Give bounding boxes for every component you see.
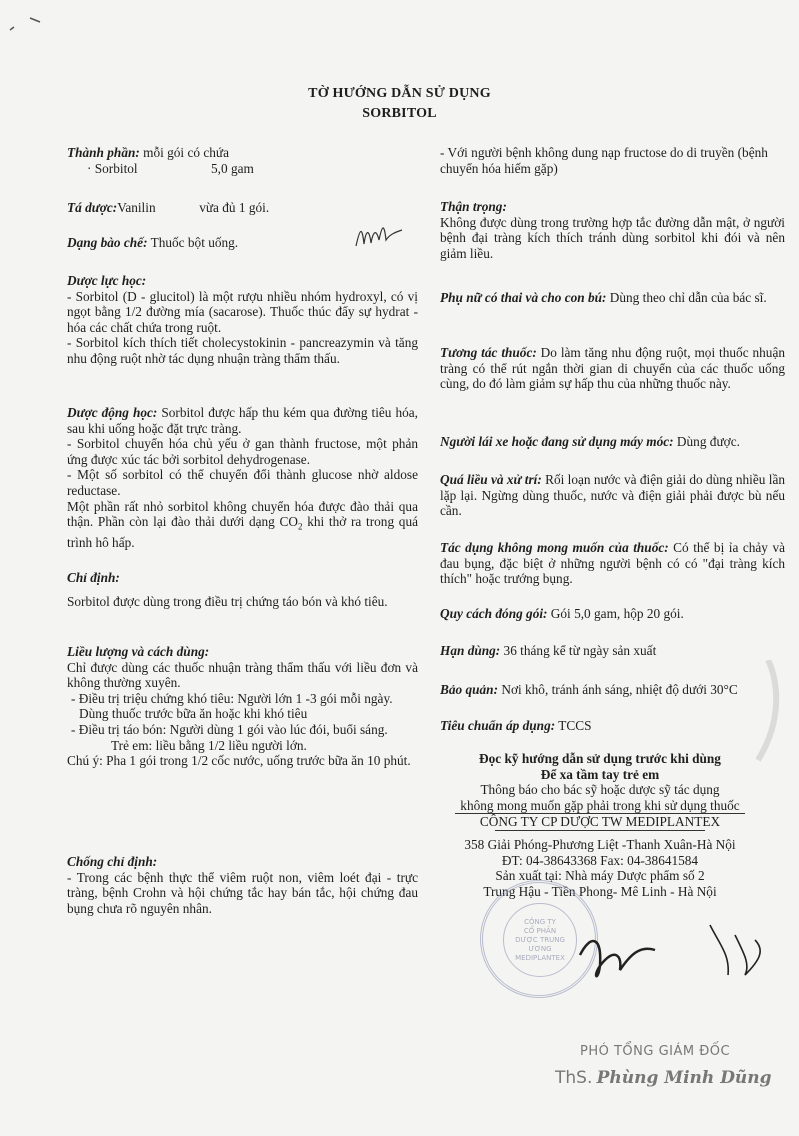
co2-subscript: 2 [298,521,303,532]
signature-icon [560,915,770,995]
section-ta-duoc [67,200,418,216]
tdkm-text: Có thể bị ỉa chảy và đau bụng, đặc biệt ở những người bệnh có có "đại tràng kích thích" hoặc trướng bụng. [440,540,785,587]
than-trong-label: Thận trọng: [440,199,507,214]
section-duoc-luc-hoc [67,273,418,367]
duoc-dong-hoc-first: Sorbitol được hấp thu kém qua đường tiêu hóa, sau khi uống hoặc đặt trực tràng. [67,405,418,436]
ta-duoc-name: Vanilin [117,200,156,215]
lai-xe-text: Dùng được. [673,434,740,449]
duoc-luc-hoc-line: - Sorbitol (D - glucitol) là một rượu nhiều nhóm hydroxyl, có vị ngọt bằng 1/2 đường mía (sacarose). Thuốc thúc đẩy sự hydrat - hóa các chất chứa trong ruột. [67,288,418,335]
section-chi-dinh [67,570,418,609]
chong-chi-dinh-label: Chống chỉ định: [67,854,158,869]
section-phu-nu [440,290,785,306]
factory-line-2: Trung Hậu - Tiền Phong- Mê Linh - Hà Nội [483,883,717,899]
section-chong-chi-dinh [67,854,418,916]
tieu-chuan-text: TCCS [555,718,592,733]
tuong-tac-label: Tương tác thuốc: [440,345,537,360]
duoc-luc-hoc-line: - Sorbitol kích thích tiết cholecystokinin - pancreazymin và tăng nhu động ruột nhờ tác dụng nhuận tràng thẩm thấu. [67,335,418,366]
lieu-luong-label: Liều lượng và cách dùng: [67,644,210,659]
company-name: CÔNG TY CP DƯỢC TW MEDIPLANTEX [479,814,721,830]
section-tuong-tac [440,345,785,392]
lieu-luong-chu-y: Chú ý: Pha 1 gói trong 1/2 cốc nước, uống trước bữa ăn 10 phút. [67,753,411,769]
duoc-dong-hoc-label: Dược động học: [67,405,158,420]
company-address: 358 Giải Phóng-Phương Liệt -Thanh Xuân-Hà Nội [464,836,736,852]
lieu-luong-tao-bon: - Điều trị táo bón: Người dùng 1 gói vào lúc đói, buổi sáng. [71,721,388,737]
lieu-luong-kho-tieu: - Điều trị triệu chứng khó tiêu: Người lớn 1 -3 gói mỗi ngày. [71,690,393,706]
section-fructose [440,145,785,176]
bao-quan-label: Bảo quản: [440,682,499,697]
signer-prefix: ThS. [555,1068,593,1088]
signer-title: PHÓ TỔNG GIÁM ĐỐC [580,1044,731,1059]
duoc-dong-hoc-line: - Một số sorbitol có thể chuyển đổi thành glucose nhờ aldose reductase. [67,467,418,498]
lai-xe-label: Người lái xe hoặc đang sử dụng máy móc: [440,434,674,449]
stamp-line: DƯỢC TRUNG ƯƠNG [515,935,565,953]
phu-nu-label: Phụ nữ có thai và cho con bú: [440,290,607,305]
qua-lieu-text: Rối loạn nước và điện giải do dùng nhiều lần lặp lại. Ngừng dùng thuốc, nước và điện giải phải được bù nếu cần. [440,472,785,519]
quy-cach-text: Gói 5,0 gam, hộp 20 gói. [547,606,684,621]
fructose-text: - Với người bệnh không dung nạp fructose do di truyền (bệnh chuyển hóa hiếm gặp) [440,145,768,176]
chong-chi-dinh-text: - Trong các bệnh thực thể viêm ruột non, viêm loét đại - trực tràng, bệnh Crohn và hội chứng tắc hay bán tắc, hội chứng đau bụng chưa rõ nguyên nhân. [67,869,418,916]
than-trong-text: Không được dùng trong trường hợp tắc đường dẫn mật, ở người bệnh đại tràng kích thích tránh dùng sorbitol khi đói và nên giảm liều. [440,214,785,261]
warning-read-instructions: Đọc kỹ hướng dẫn sử dụng trước khi dùng [479,751,721,766]
section-lai-xe [440,434,785,450]
qua-lieu-label: Quá liều và xử trí: [440,472,542,487]
signer-name: Phùng Minh Dũng [596,1068,772,1088]
factory-line-1: Sản xuất tại: Nhà máy Dược phẩm số 2 [495,868,705,884]
lieu-luong-tre-em: Trẻ em: liều bằng 1/2 liều người lớn. [111,737,307,753]
quy-cach-label: Quy cách đóng gói: [440,606,548,621]
stamp-line: MEDIPLANTEX [515,953,565,962]
bao-quan-text: Nơi khô, tránh ánh sáng, nhiệt độ dưới 30°C [498,682,738,697]
section-lieu-luong [67,644,418,769]
section-qua-lieu [440,472,785,519]
signer-line [555,1068,772,1088]
product-name: SORBITOL [362,106,437,121]
company-phone: ĐT: 04-38643368 Fax: 04-38641584 [501,852,699,868]
ta-duoc-label: Tá dược: [67,200,118,215]
warning-keep-from-children: Để xa tầm tay trẻ em [540,766,660,782]
section-duoc-dong-hoc [67,405,418,551]
stamp-line: CỔ PHẦN [523,926,557,935]
duoc-dong-hoc-last-b: khi thở ra trong quá trình hô hấp. [67,514,418,551]
stamp-line: CÔNG TY [524,917,556,926]
document-title: TỜ HƯỚNG DẪN SỬ DỤNG [308,86,491,101]
section-dang-bao-che [67,235,418,251]
thanh-phan-text: mỗi gói có chứa [139,145,229,160]
footer-block [420,751,780,899]
tuong-tac-text: Do làm tăng nhu động ruột, mọi thuốc nhuận tràng có thể rút ngắn thời gian di chuyển của các thuốc uống cùng, do đó làm giảm sự hấp thu của những thuốc này. [440,345,785,392]
tieu-chuan-label: Tiêu chuẩn áp dụng: [440,718,556,733]
han-dung-text: 36 tháng kể từ ngày sản xuất [500,643,657,658]
notify-line-2: không mong muốn gặp phải trong khi sử dụng thuốc [460,797,740,813]
section-han-dung [440,643,785,659]
sorbitol-name: · Sorbitol [87,160,138,176]
dang-bao-che-text: Thuốc bột uống. [147,235,239,250]
notify-line-1: Thông báo cho bác sỹ hoặc dược sỹ tác dụng [480,782,720,798]
ta-duoc-amount: vừa đủ 1 gói. [199,200,270,215]
section-thanh-phan [67,145,418,176]
duoc-luc-hoc-label: Dược lực học: [67,273,147,288]
sorbitol-amount: 5,0 gam [211,160,254,176]
phu-nu-text: Dùng theo chỉ dẫn của bác sĩ. [606,290,767,305]
scan-mark-icon [0,0,60,50]
section-tac-dung-khong-mong-muon [440,540,785,587]
thanh-phan-label: Thành phần: [67,145,140,160]
chi-dinh-label: Chỉ định: [67,570,120,585]
duoc-dong-hoc-last-a: Một phần rất nhỏ sorbitol không chuyển hóa được đào thải qua thận. Phần còn lại đào thải dưới dạng CO [67,498,418,530]
lieu-luong-dung: Dùng thuốc trước bữa ăn hoặc khi khó tiêu [79,706,308,722]
section-than-trong [440,199,785,261]
dang-bao-che-label: Dạng bào chế: [67,235,148,250]
lieu-luong-intro: Chỉ được dùng các thuốc nhuận tràng thẩm thấu với liều đơn và không thường xuyên. [67,659,418,691]
tdkm-label: Tác dụng không mong muốn của thuốc: [440,540,669,555]
han-dung-label: Hạn dùng: [440,643,501,658]
duoc-dong-hoc-line: - Sorbitol chuyển hóa chủ yếu ở gan thành fructose, một phản ứng được xúc tác bởi sorbitol dehydrogenase. [67,436,418,467]
chi-dinh-text: Sorbitol được dùng trong điều trị chứng táo bón và khó tiêu. [67,593,388,609]
section-quy-cach [440,606,785,622]
